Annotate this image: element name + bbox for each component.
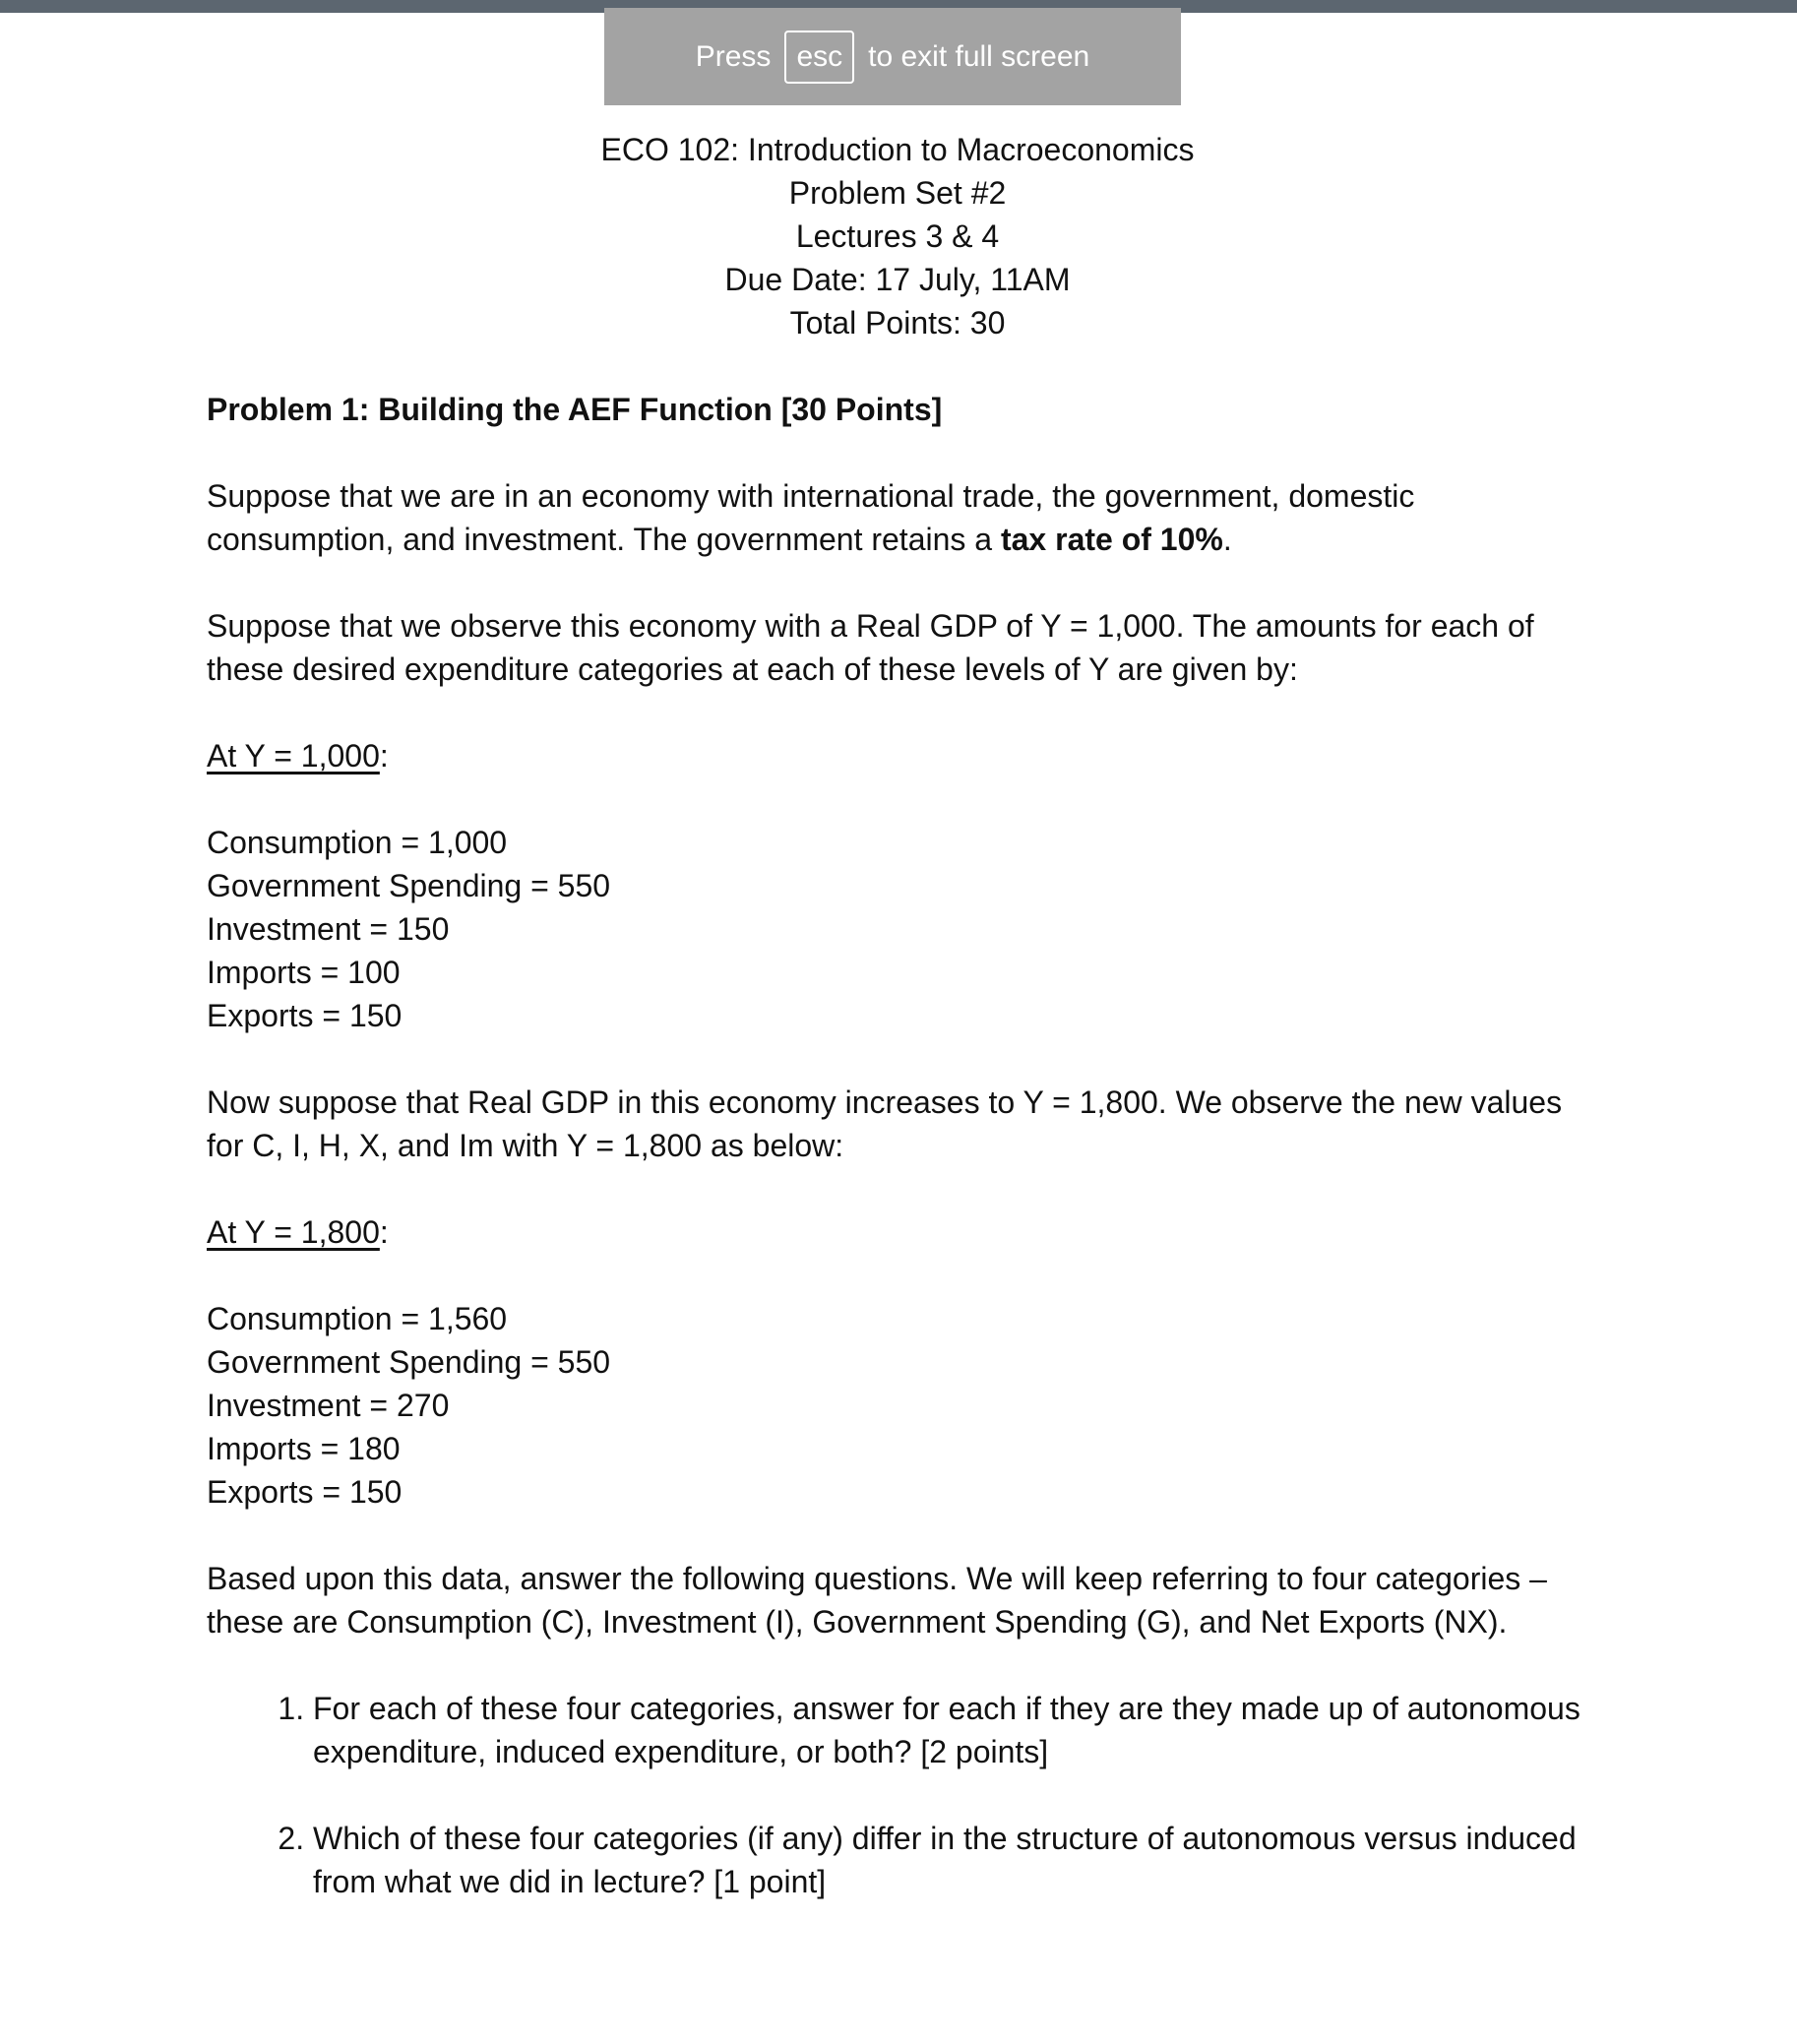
tax-rate-emphasis: tax rate of 10% <box>1000 522 1223 557</box>
lectures-label: Lectures 3 & 4 <box>795 218 1000 254</box>
list-item: Government Spending = 550 <box>207 868 611 903</box>
banner-prefix: Press <box>695 39 772 73</box>
list-item: Exports = 150 <box>207 998 403 1033</box>
list-item: Consumption = 1,560 <box>207 1301 508 1336</box>
intro-paragraph: Suppose that we are in an economy with international trade, the government, domestic consumption, and investment. The government retains a tax rate of 10%. <box>207 478 1415 557</box>
problem-set-label: Problem Set #2 <box>788 175 1007 211</box>
list-item: Consumption = 1,000 <box>207 825 508 860</box>
document-header <box>207 128 1588 344</box>
questions-list <box>207 1687 1604 1903</box>
list-item: Investment = 150 <box>207 911 450 947</box>
list-item: Investment = 270 <box>207 1388 450 1423</box>
section2-heading: At Y = 1,800: <box>207 1214 389 1250</box>
document-page <box>207 128 1604 1947</box>
section1-heading: At Y = 1,000: <box>207 738 389 774</box>
course-title: ECO 102: Introduction to Macroeconomics <box>600 132 1195 167</box>
list-item: Imports = 100 <box>207 955 401 990</box>
list-item: Government Spending = 550 <box>207 1344 611 1380</box>
due-date: Due Date: 17 July, 11AM <box>724 262 1071 297</box>
section2-list <box>207 1297 1604 1514</box>
banner-suffix: to exit full screen <box>868 39 1090 73</box>
section1-list <box>207 821 1604 1037</box>
question-item: 1. For each of these four categories, answer for each if they are they made up of autonomous expenditure, induced expenditure, or both? [2 points] <box>313 1687 1604 1773</box>
problem-title: Problem 1: Building the AEF Function [30 Points] <box>207 392 943 427</box>
list-item: Imports = 180 <box>207 1431 401 1466</box>
list-item: Exports = 150 <box>207 1474 403 1510</box>
total-points: Total Points: 30 <box>789 305 1006 341</box>
fullscreen-exit-banner <box>604 8 1181 105</box>
based-paragraph: Based upon this data, answer the following questions. We will keep referring to four categories – these are Consumption (C), Investment (I), Government Spending (G), and Net Exports (NX). <box>207 1561 1547 1640</box>
esc-key[interactable]: esc <box>784 31 854 84</box>
observe-paragraph: Suppose that we observe this economy with a Real GDP of Y = 1,000. The amounts for each of these desired expenditure categories at each of these levels of Y are given by: <box>207 608 1534 687</box>
question-item: 2. Which of these four categories (if any) differ in the structure of autonomous versus induced from what we did in lecture? [1 point] <box>313 1817 1604 1903</box>
increase-paragraph: Now suppose that Real GDP in this economy increases to Y = 1,800. We observe the new values for C, I, H, X, and Im with Y = 1,800 as below: <box>207 1084 1563 1163</box>
